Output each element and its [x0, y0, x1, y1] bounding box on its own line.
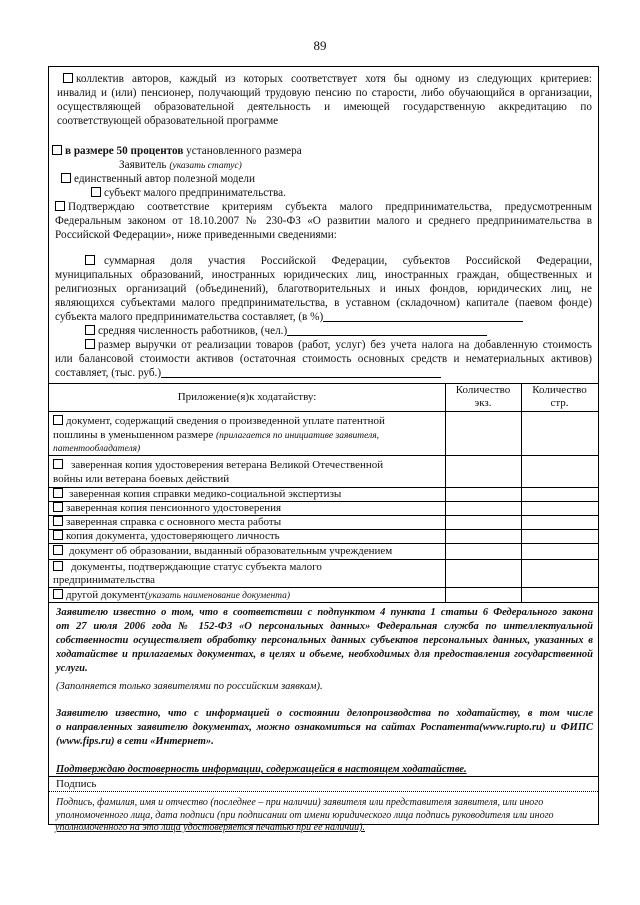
signature-note-1: Подпись, фамилия, имя и отчество (последнее – при наличии) заявителя или представителя заявителя, или иного	[56, 797, 544, 808]
sole-author-option: единственный автор полезной модели	[61, 173, 255, 187]
identity-checkbox[interactable]	[53, 530, 63, 540]
education-checkbox[interactable]	[53, 545, 63, 555]
col-copies-header-2: экз.	[474, 397, 492, 409]
pd-notice-line-4: ходатайстве и прилагаемых документах, в целях и объеме, необходимых для предоставления государственной	[56, 649, 593, 660]
authors-line-1: коллектив авторов, каждый из которых соответствует хотя бы одному из следующих критериев:	[57, 73, 592, 87]
small-business-docs-checkbox[interactable]	[53, 561, 63, 571]
signature-field-line[interactable]	[49, 791, 598, 792]
table-row-pension: заверенная копия пенсионного удостоверения	[53, 502, 443, 515]
fifty-percent-checkbox[interactable]	[52, 145, 62, 155]
fifty-percent-option: в размере 50 процентов установленного размера	[52, 145, 592, 159]
confirm-line-3: Российской Федерации», ниже приведенными сведениями:	[55, 229, 337, 241]
staff-option: средняя численность работников, (чел.)	[85, 325, 487, 339]
col-copies-header-1: Количество	[455, 384, 511, 396]
table-row-border	[49, 559, 598, 560]
table-row-small-business-docs-2: предпринимательства	[53, 574, 156, 586]
table-row-work-certificate: заверенная справка с основного места работы	[53, 516, 443, 529]
info-notice-line-2: о направленных заявителю документах, можно ознакомиться на сайтах Роспатента(www.rupto.ru) и ФИПС	[56, 722, 593, 733]
table-header-border	[49, 411, 598, 412]
table-row-disability: заверенная копия справки медико-социальной экспертизы	[53, 488, 443, 501]
revenue-checkbox[interactable]	[85, 339, 95, 349]
table-column-divider	[445, 383, 446, 602]
share-line-2: муниципальных образований, иностранных юридических лиц, иностранных граждан, общественных и	[55, 269, 592, 281]
authors-line-4: соответствующей образовательной программе	[57, 115, 279, 127]
table-row-payment-doc-3: патентообладателя)	[53, 444, 141, 454]
staff-checkbox[interactable]	[85, 325, 95, 335]
share-line-5: субъекта малого предпринимательства составляет, (в %)	[55, 311, 592, 325]
pd-notice-line-2: от 27 июля 2006 года № 152-ФЗ «О персональных данных» Федеральная служба по интеллектуальной	[56, 621, 593, 632]
sole-author-checkbox[interactable]	[61, 173, 71, 183]
col-pages-header-1: Количество	[532, 384, 587, 396]
form-frame	[48, 66, 599, 825]
col-pages-header-2: стр.	[550, 397, 569, 409]
veteran-checkbox[interactable]	[53, 459, 63, 469]
authors-line-2: инвалид и (или) пенсионер, получающий трудовую пенсию по старости, либо обучающийся в организации,	[57, 87, 592, 99]
signature-note-2: уполномоченного лица, дата подписи (при подписании от имени юридического лица подпись руководителя или иного	[56, 810, 554, 821]
other-doc-checkbox[interactable]	[53, 589, 63, 599]
revenue-value-field[interactable]	[161, 377, 441, 378]
authors-checkbox[interactable]	[63, 73, 73, 83]
work-certificate-checkbox[interactable]	[53, 516, 63, 526]
info-notice-line-3: (www.fips.ru) в сети «Интернет».	[56, 736, 214, 747]
revenue-line-1: размер выручки от реализации товаров (работ, услуг) без учета налога на добавленную стоимость	[55, 339, 592, 353]
page-number: 89	[313, 38, 327, 53]
table-row-veteran: заверенная копия удостоверения ветерана Великой Отечественной	[53, 459, 443, 472]
confirm-line-2: Федеральным законом от 18.10.2007 № 230-ФЗ «О развитии малого и среднего предпринимательства в	[55, 215, 592, 227]
staff-value-field[interactable]	[287, 335, 487, 336]
confirm-criteria-checkbox[interactable]	[55, 201, 65, 211]
share-value-field[interactable]	[323, 321, 523, 322]
signature-top-border	[49, 776, 598, 777]
payment-doc-checkbox[interactable]	[53, 415, 63, 425]
small-business-checkbox[interactable]	[91, 187, 101, 197]
table-row-payment-doc: документ, содержащий сведения о произведенной уплате патентной	[53, 415, 443, 428]
table-row-identity: копия документа, удостоверяющего личность	[53, 530, 443, 543]
pension-checkbox[interactable]	[53, 502, 63, 512]
confirm-truth: Подтверждаю достоверность информации, содержащейся в настоящем ходатайстве.	[56, 764, 467, 775]
table-row-veteran-2: войны или ветерана боевых действий	[53, 473, 230, 485]
authors-line-3: осуществляющей образовательной деятельность и имеющей государственную аккредитацию по	[57, 101, 592, 113]
confirm-line-1: Подтверждаю соответствие критериям субъекта малого предпринимательства, предусмотренным	[55, 201, 592, 215]
share-checkbox[interactable]	[85, 255, 95, 265]
share-line-1: суммарная доля участия Российской Федерации, субъектов Российской Федерации,	[55, 255, 592, 269]
revenue-line-3: составляет, (тыс. руб.)	[55, 367, 592, 381]
table-row-education: документ об образовании, выданный образовательным учреждением	[53, 545, 443, 558]
pd-notice-line-5: услуги.	[56, 663, 88, 674]
table-row-border	[49, 543, 598, 544]
pd-notice-note: (Заполняется только заявителями по российским заявкам).	[56, 681, 323, 692]
disability-checkbox[interactable]	[53, 488, 63, 498]
table-row-small-business-docs: документы, подтверждающие статус субъекта малого	[53, 561, 443, 574]
revenue-line-2: или балансовой стоимости активов (остаточная стоимость основных средств и нематериальных активов)	[55, 353, 592, 365]
table-row-other-doc: другой документ(указать наименование документа)	[53, 589, 443, 603]
table-column-divider	[521, 383, 522, 602]
table-row-border	[49, 587, 598, 588]
signature-note-3: уполномоченного на это лица удостоверяется печатью при ее наличии).	[55, 822, 365, 833]
small-business-option: субъект малого предпринимательства.	[91, 187, 286, 201]
share-line-4: являющихся субъектами малого предпринимательства, в уставном (складочном) капитале (паевом фонде)	[55, 297, 592, 309]
col-attachments-header: Приложение(я)к ходатайству:	[177, 391, 317, 403]
info-notice-line-1: Заявителю известно, что с информацией о состоянии делопроизводства по ходатайству, в том числе	[56, 708, 593, 719]
pd-notice-line-3: собственности осуществляет обработку персональных данных субъектов персональных данных, указанных в	[56, 635, 593, 646]
share-line-3: религиозных организаций (объединений), благотворительных и иных фондов, юридических лиц, не	[55, 283, 592, 295]
pd-notice-line-1: Заявителю известно о том, что в соответствии с подпунктом 4 пункта 1 статьи 6 Федерального закона	[56, 607, 593, 618]
applicant-status-label: Заявитель (указать статус)	[119, 159, 242, 171]
table-row-payment-doc-2: пошлины в уменьшенном размере (прилагается по инициативе заявителя,	[53, 429, 380, 441]
signature-label: Подпись	[56, 778, 97, 790]
